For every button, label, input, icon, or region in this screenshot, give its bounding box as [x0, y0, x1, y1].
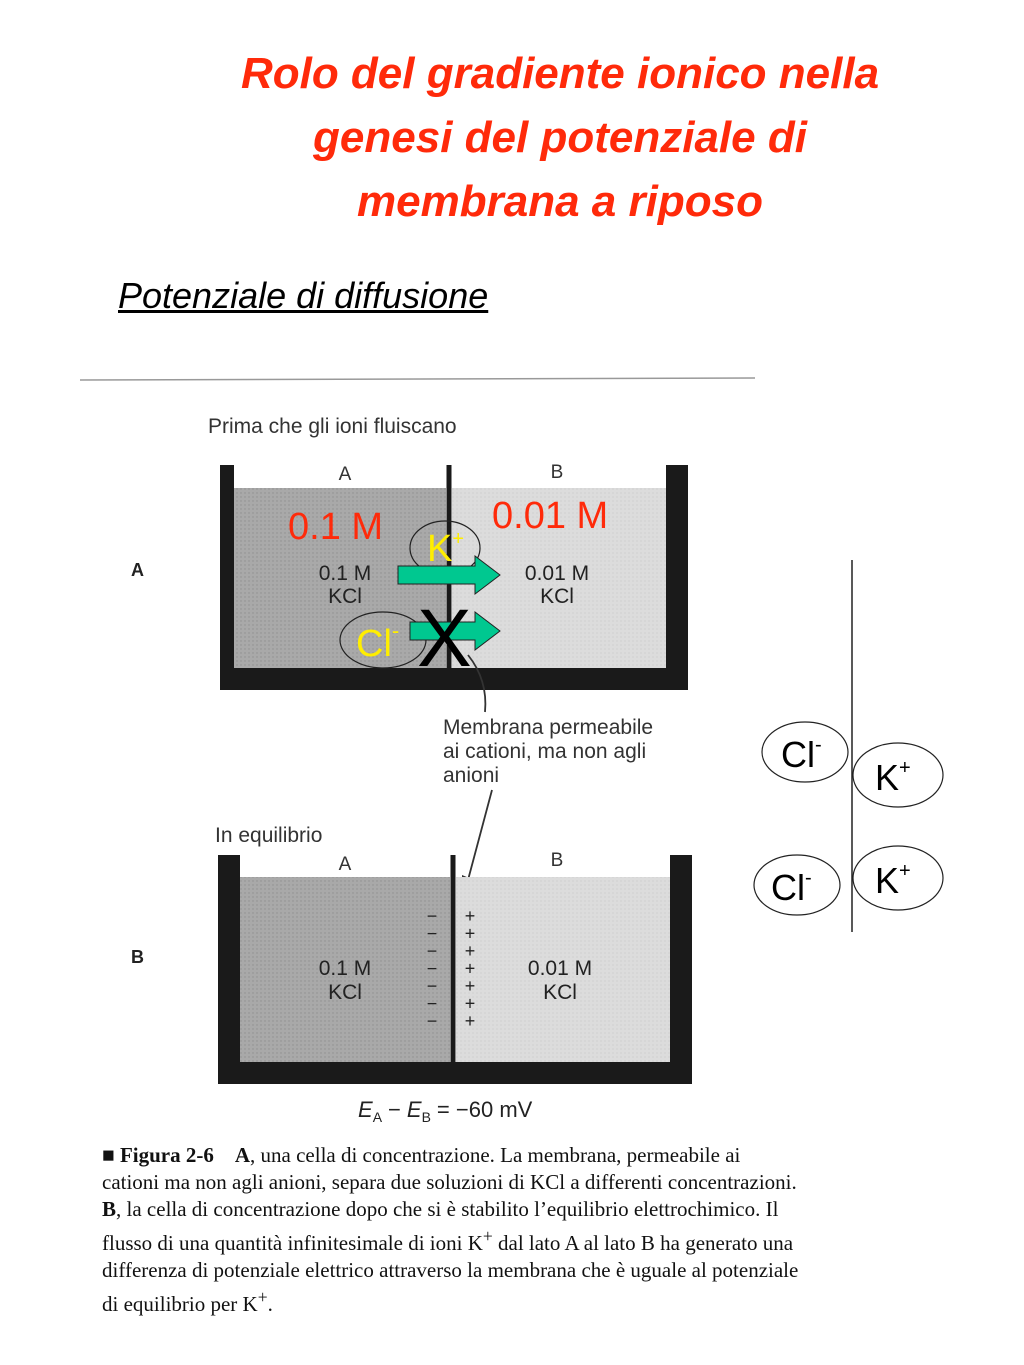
caption-sup-1: + [482, 1226, 493, 1246]
plus-charge: + [464, 906, 476, 926]
overlay-conc-a: 0.1 M [288, 506, 384, 548]
plus-charge: + [464, 923, 476, 944]
caption-text-4: . [267, 1292, 273, 1316]
plus-charge: + [464, 941, 476, 961]
overlay-conc-b: 0.01 M [492, 495, 609, 537]
panel-a-conc-a: 0.1 M [318, 562, 372, 585]
blocked-x-mark: X [417, 593, 472, 684]
minus-charge: − [426, 993, 438, 1014]
caption-square-icon: ■ [102, 1144, 115, 1167]
minus-charge: − [426, 958, 438, 979]
membrane-pointer-b [468, 790, 492, 880]
figure-caption [102, 1142, 802, 1318]
plus-charge: + [464, 993, 476, 1014]
side-ion-3: Cl- [771, 867, 812, 908]
caption-sup-2: + [257, 1287, 268, 1307]
minus-charge: − [426, 976, 438, 996]
panel-b-salt-a: KCl [328, 981, 362, 1004]
equation: $E_A - E_B = -60$ mV [358, 1097, 533, 1125]
panel-a-side-b: B [550, 462, 564, 483]
caption-text-1: , una cella di concentrazione. La membrana, permeabile ai cationi ma non agli anioni, separa due soluzioni di KCl a differenti concentrazioni. [102, 1143, 797, 1194]
membrane-note-line-2: ai cationi, ma non agli [443, 740, 647, 763]
title-line-2: genesi del potenziale di [313, 113, 807, 162]
plus-charge: + [464, 976, 476, 996]
panel-a-salt-b: KCl [540, 585, 574, 608]
caption-b-label: B [102, 1197, 117, 1221]
membrane-note-line-1: Membrana permeabile [443, 716, 654, 739]
caption-text-2: , la cella di concentrazione dopo che si è stabilito l’equilibrio elettrochimico. Il flusso di una quantità infinitesimale di ioni K [102, 1197, 779, 1255]
subtitle: Potenziale di diffusione [118, 275, 489, 316]
minus-charge: − [426, 941, 438, 961]
side-ion-1: Cl- [781, 734, 822, 775]
panel-a-side-a: A [338, 464, 352, 485]
membrane-note-line-3: anioni [443, 764, 500, 787]
panel-b-conc-a: 0.1 M [318, 957, 372, 980]
minus-charge: − [426, 1011, 438, 1031]
panel-b-side-a: A [338, 854, 352, 875]
caption-figure-label: Figura 2-6 [119, 1143, 214, 1167]
panel-a-salt-a: KCl [328, 585, 362, 608]
k-ion-label: K+ [427, 528, 465, 570]
panel-b-salt-b: KCl [543, 981, 577, 1004]
plus-charge: + [464, 1011, 476, 1031]
panel-b-label: B [131, 947, 144, 967]
cl-ion-label: Cl- [356, 618, 400, 665]
minus-charge: − [426, 923, 438, 944]
side-ion-2: K+ [875, 757, 911, 798]
panel-a-label: A [131, 560, 144, 580]
title-line-3: membrana a riposo [357, 177, 763, 226]
figure-top-rule [80, 378, 755, 380]
caption-a-label: A [234, 1143, 251, 1167]
plus-charge: + [464, 958, 476, 979]
caption-text-3: dal lato A al lato B ha generato una differenza di potenziale elettrico attraverso la membrana che è uguale al potenziale di equilibrio per K [102, 1231, 799, 1316]
panel-b-side-b: B [550, 850, 564, 871]
panel-a-heading: Prima che gli ioni fluiscano [208, 415, 457, 438]
side-ion-4: K+ [875, 860, 911, 901]
minus-charge: − [426, 906, 438, 926]
panel-a-conc-b: 0.01 M [524, 562, 590, 585]
panel-b-heading: In equilibrio [215, 824, 323, 847]
title-line-1: Rolo del gradiente ionico nella [240, 49, 880, 98]
panel-b-conc-b: 0.01 M [527, 957, 593, 980]
